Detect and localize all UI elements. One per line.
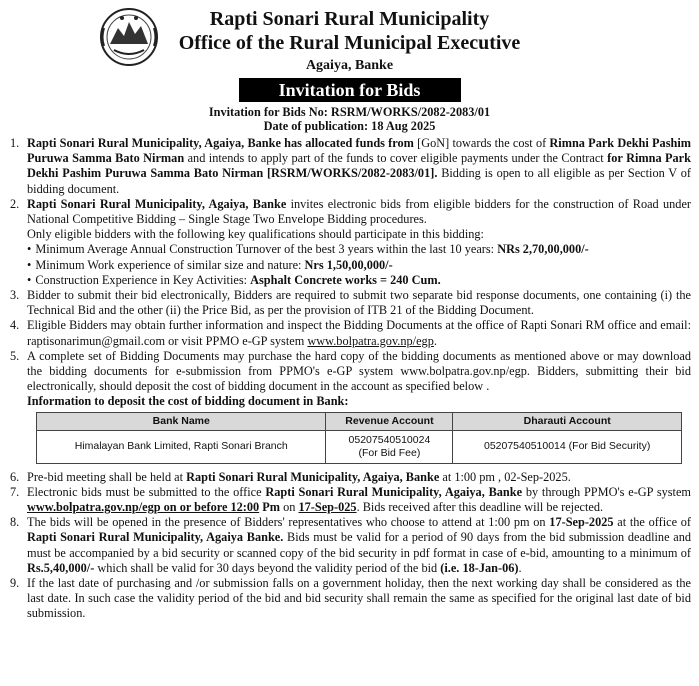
qualification-item: [27, 258, 691, 273]
clause-text: [GoN] towards the cost of: [417, 136, 550, 150]
egp-link[interactable]: www.bolpatra.gov.np/egp: [307, 333, 434, 348]
clause-number: 1.: [10, 136, 20, 150]
qualification-value: Asphalt Concrete works = 240 Cum.: [250, 272, 441, 287]
publication-date: Date of publication: 18 Aug 2025: [263, 119, 436, 133]
office-location: Agaiya, Banke: [305, 58, 394, 73]
clause-text: The bids will be opened in the presence of Bidders' representatives who choose to attend at 1:00 pm on: [27, 515, 550, 530]
bid-number: Invitation for Bids No: RSRM/WORKS/2082-2083/01: [208, 105, 491, 119]
clause-text: Rapti Sonari Rural Municipality, Agaiya, Banke: [265, 484, 523, 499]
clause-text: Rapti Sonari Rural Municipality, Agaiya, Banke: [27, 196, 287, 211]
clause-text: Eligible Bidders may obtain further information and inspect the Bidding Documents at the office of Rapti Sonari RM office and email: raptisonarimun@gmail.com or visit PPMO e-GP system: [27, 318, 691, 348]
table-row: [37, 430, 682, 463]
bank-account-table: [36, 412, 682, 464]
clause-text: .: [518, 560, 522, 575]
bank-name-cell: Himalayan Bank Limited, Rapti Sonari Branch: [37, 430, 326, 463]
clause-text: Pm: [259, 500, 281, 515]
clause-text: and intends to apply part of the funds to cover eligible payments under the Contract: [184, 151, 608, 166]
clause-number: 9.: [10, 576, 20, 591]
clause-text: at 1:00 pm , 02-Sep-2025.: [439, 469, 571, 484]
clause-text: at the office of: [613, 515, 691, 530]
bid-clauses-list-continued: [8, 470, 691, 622]
clause-text: by through PPMO's e-GP system: [522, 484, 691, 499]
clause-text: Electronic bids must be submitted to the office: [27, 484, 266, 499]
clause-4: [8, 318, 691, 348]
clause-1: [8, 136, 691, 197]
clause-number: 7.: [10, 484, 20, 499]
clause-text: Bidding is open to all eligible as per Section V of bidding document.: [27, 166, 691, 196]
clause-number: 6.: [10, 469, 20, 484]
qualification-item: [27, 273, 691, 288]
column-header: Dharauti Account: [453, 412, 682, 430]
municipality-name: Rapti Sonari Rural Municipality: [209, 8, 490, 30]
clause-text: which shall be valid for 30 days beyond the validity period of the bid: [94, 560, 441, 575]
nepal-emblem-icon: [96, 6, 162, 68]
dharauti-account-cell: 05207540510014 (For Bid Security): [453, 430, 682, 463]
office-name: Office of the Rural Municipal Executive: [178, 32, 521, 54]
bid-security-amount: Rs.5,40,000/-: [27, 560, 95, 575]
qualification-value: Nrs 1,50,00,000/-: [304, 257, 393, 272]
clause-text: .: [433, 333, 437, 348]
opening-date: 17-Sep-2025: [549, 515, 614, 530]
clause-7: [8, 485, 691, 515]
clause-text: Bids must be valid for a period of 90 days from the bid submission deadline and must be accompanied by a bid security or scanned copy of the bid security in pdf format in case of e-bid, amounting to a minimum of: [27, 530, 691, 560]
revenue-account-number: 05207540510024: [348, 433, 431, 446]
clause-6: [8, 470, 691, 485]
validity-date: (i.e. 18-Jan-06): [440, 560, 519, 575]
column-header: Bank Name: [37, 412, 326, 430]
clause-5: [8, 349, 691, 410]
egp-link-deadline[interactable]: www.bolpatra.gov.np/egp on or before 12:00: [27, 500, 260, 515]
clause-text: Pre-bid meeting shall be held at: [27, 469, 187, 484]
clause-number: 3.: [10, 288, 20, 303]
page-title: Invitation for Bids: [239, 78, 461, 102]
project-name: for Rimna Park Dekhi Pashim Puruwa Samma Bato Nirman: [27, 151, 691, 181]
revenue-account-cell: [326, 430, 453, 463]
submission-date: 17-Sep-025: [298, 500, 357, 515]
qualification-label: Minimum Work experience of similar size and nature:: [35, 257, 305, 272]
clause-number: 5.: [10, 348, 20, 363]
clause-number: 2.: [10, 196, 20, 211]
clause-2: [8, 197, 691, 288]
column-header: Revenue Account: [326, 412, 453, 430]
clause-text: Rapti Sonari Rural Municipality, Agaiya, Banke has allocated funds from: [27, 136, 418, 150]
clause-text: on: [280, 500, 299, 515]
clause-number: 8.: [10, 515, 20, 530]
clause-text: Bidder to submit their bid electronically, Bidders are required to submit two separate bid response documents, one containing (i) the Technical Bid and the other (ii) the Price Bid, as per the provision of ITB 21 of the Bidding Document.: [27, 288, 691, 318]
bank-table-title: Information to deposit the cost of bidding document in Bank:: [27, 394, 349, 409]
contract-ref: [RSRM/WORKS/2082-2083/01].: [263, 166, 442, 181]
qualification-item: [27, 242, 691, 257]
clause-8: [8, 515, 691, 576]
clause-text: If the last date of purchasing and /or submission falls on a government holiday, then the next working day shall be considered as the last date. In such case the validity period of the bid and bid security shall remain the same as specified for the original last date of bid submission.: [27, 576, 691, 621]
clause-text: A complete set of Bidding Documents may purchase the hard copy of the bidding documents as mentioned above or may download the bidding documents for e-submission from PPMO's e-GP system www.bolpatra.gov.np/egp. Bidders, submitting their bid electronically, should deposit the cost of bidding document in the account as specified below .: [27, 348, 691, 394]
clause-9: [8, 576, 691, 622]
qualification-value: NRs 2,70,00,000/-: [497, 242, 589, 257]
table-header-row: [37, 412, 682, 430]
revenue-account-note: (For Bid Fee): [358, 446, 421, 459]
bid-clauses-list: [8, 136, 691, 410]
clause-text: Only eligible bidders with the following key qualifications should participate in this bidding:: [27, 227, 484, 242]
qualification-label: Construction Experience in Key Activities:: [35, 272, 251, 287]
clause-text: Rapti Sonari Rural Municipality, Agaiya, Banke: [186, 469, 440, 484]
qualification-label: Minimum Average Annual Construction Turnover of the best 3 years within the last 10 years:: [35, 242, 498, 257]
clause-text: . Bids received after this deadline will be rejected.: [356, 500, 604, 515]
project-name: Rimna Park Dekhi Pashim Puruwa Samma Bato Nirman: [27, 136, 691, 166]
clause-text: Rapti Sonari Rural Municipality, Agaiya Banke.: [27, 530, 284, 545]
clause-text: invites electronic bids from eligible bidders for the construction of Road under National Competitive Bidding – Single Stage Two Envelope Bidding procedures.: [27, 196, 692, 227]
clause-number: 4.: [10, 318, 20, 333]
clause-3: [8, 288, 691, 318]
